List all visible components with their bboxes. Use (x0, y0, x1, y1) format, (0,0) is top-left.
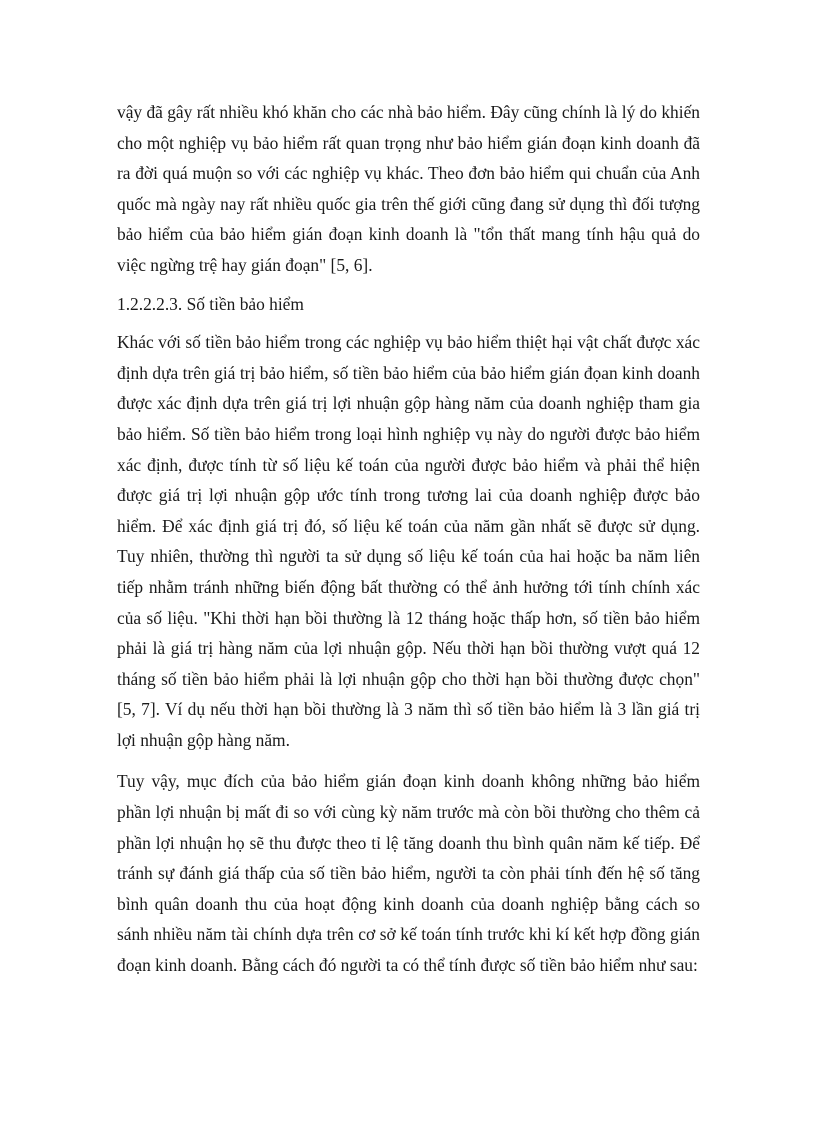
paragraph-growth-factor: Tuy vậy, mục đích của bảo hiểm gián đoạn kinh doanh không những bảo hiểm phần lợi nhuận bị mất đi so với cùng kỳ năm trước mà còn bồi thường cho thêm cả phần lợi nhuận họ sẽ thu được theo tỉ lệ tăng doanh thu bình quân năm kế tiếp. Để tránh sự đánh giá thấp của số tiền bảo hiểm, người ta còn phải tính đến hệ số tăng bình quân doanh thu của hoạt động kinh doanh của doanh nghiệp bằng cách so sánh nhiều năm tài chính dựa trên cơ sở kế toán tính trước khi kí kết hợp đồng gián đoạn kinh doanh. Bằng cách đó người ta có thể tính được số tiền bảo hiểm như sau: (117, 771, 700, 976)
paragraph-intro: vậy đã gây rất nhiều khó khăn cho các nhà bảo hiểm. Đây cũng chính là lý do khiến cho một nghiệp vụ bảo hiểm rất quan trọng như bảo hiểm gián đoạn kinh doanh đã ra đời quá muộn so với các nghiệp vụ khác. Theo đơn bảo hiểm qui chuẩn của Anh quốc mà ngày nay rất nhiều quốc gia trên thế giới cũng đang sử dụng thì đối tượng bảo hiểm của bảo hiểm gián đoạn kinh doanh là "tổn thất mang tính hậu quả do việc ngừng trệ hay gián đoạn" [5, 6]. (117, 102, 700, 275)
paragraph-sum-insured: Khác với số tiền bảo hiểm trong các nghiệp vụ bảo hiểm thiệt hại vật chất được xác định dựa trên giá trị bảo hiểm, số tiền bảo hiểm của bảo hiểm gián đọan kinh doanh được xác định dựa trên giá trị lợi nhuận gộp hàng năm của doanh nghiệp tham gia bảo hiểm. Số tiền bảo hiểm trong loại hình nghiệp vụ này do người được bảo hiểm xác định, được tính từ số liệu kế toán của người được bảo hiểm và phải thể hiện được giá trị lợi nhuận gộp ước tính trong tương lai của doanh nghiệp được bảo hiểm. Để xác định giá trị đó, số liệu kế toán của năm gần nhất sẽ được sử dụng. Tuy nhiên, thường thì người ta sử dụng số liệu kế toán của hai hoặc ba năm liên tiếp nhằm tránh những biến động bất thường có thể ảnh hưởng tới tính chính xác của số liệu. "Khi thời hạn bồi thường là 12 tháng hoặc thấp hơn, số tiền bảo hiểm phải là giá trị hàng năm của lợi nhuận gộp. Nếu thời hạn bồi thường vượt quá 12 tháng số tiền bảo hiểm phải là lợi nhuận gộp cho thời hạn bồi thường được chọn" [5, 7]. Ví dụ nếu thời hạn bồi thường là 3 năm thì số tiền bảo hiểm là 3 lần giá trị lợi nhuận gộp hàng năm. (117, 332, 700, 750)
section-heading: 1.2.2.2.3. Số tiền bảo hiểm (117, 293, 304, 314)
document-page (117, 97, 700, 981)
